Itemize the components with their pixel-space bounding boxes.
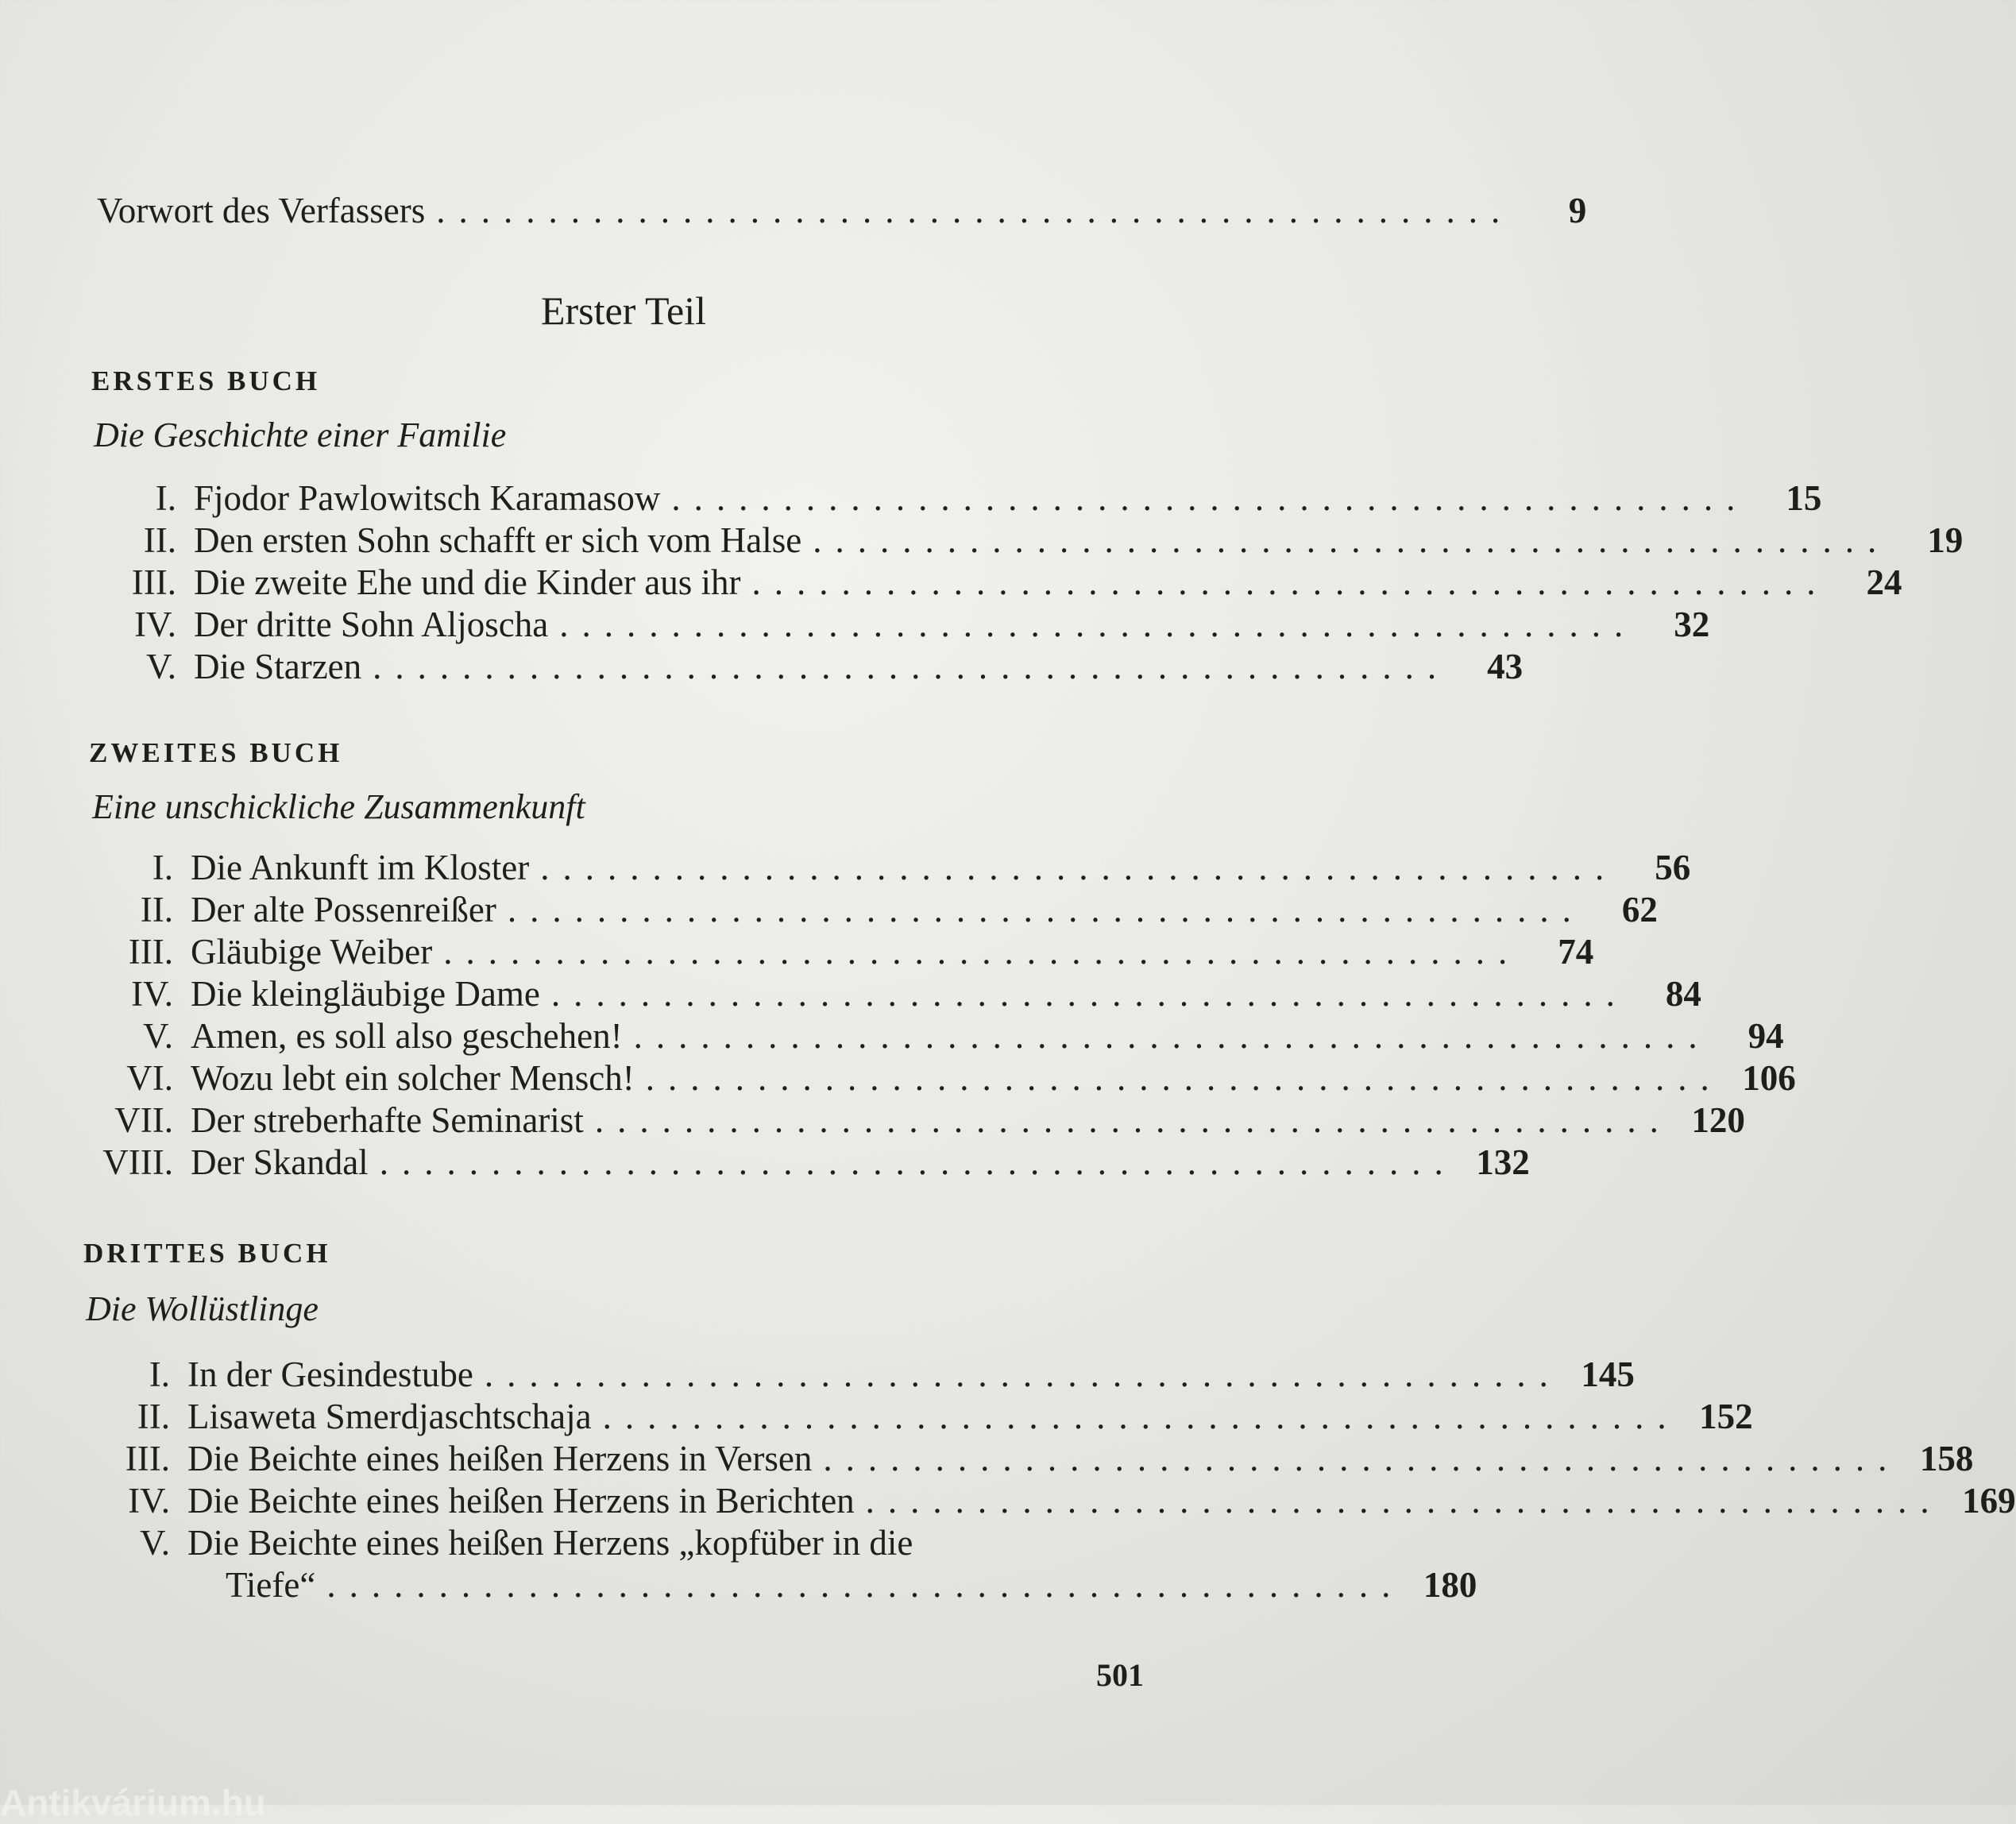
chapter-page: 152 — [1699, 1397, 1753, 1436]
chapter-page: 94 — [1748, 1016, 1784, 1056]
leader-dots: ................................................ — [602, 1397, 1680, 1436]
leader-dots: ................................................ — [373, 647, 1450, 686]
book-heading-3: DRITTES BUCH — [83, 1238, 331, 1269]
toc-entry — [94, 1397, 1753, 1436]
toc-entry — [100, 562, 1902, 602]
chapter-number: II. — [137, 1397, 170, 1436]
chapter-page: 158 — [1919, 1439, 1974, 1478]
toc-entry — [100, 605, 1710, 644]
leader-dots: ................................................ — [671, 478, 1749, 518]
chapter-title: Die Beichte eines heißen Herzens in Berichten — [187, 1481, 855, 1521]
toc-entry — [97, 1016, 1784, 1056]
leader-dots: ................................................ — [823, 1439, 1901, 1478]
chapter-page: 120 — [1691, 1100, 1745, 1140]
toc-entry — [100, 478, 1822, 518]
chapter-page: 19 — [1927, 520, 1964, 560]
leader-dots: ................................................ — [379, 1142, 1457, 1182]
toc-entry — [97, 1058, 1796, 1098]
toc-entry — [94, 1439, 1974, 1478]
book-subtitle-2: Eine unschickliche Zusammenkunft — [92, 787, 585, 826]
chapter-number: V. — [140, 1523, 170, 1563]
leader-dots: ................................................ — [436, 191, 1514, 230]
chapter-number: I. — [155, 478, 176, 518]
toc-entry-preface — [97, 191, 1587, 230]
chapter-page: 145 — [1581, 1354, 1635, 1394]
chapter-title: Die Ankunft im Kloster — [191, 848, 530, 887]
chapter-title: Der Skandal — [191, 1142, 369, 1182]
chapter-title: Der dritte Sohn Aljoscha — [194, 605, 549, 644]
toc-entry — [97, 848, 1691, 887]
chapter-number: I. — [149, 1354, 170, 1394]
chapter-page: 180 — [1423, 1565, 1477, 1605]
toc-entry — [97, 932, 1594, 972]
chapter-title: Die Beichte eines heißen Herzens in Versen — [187, 1439, 813, 1478]
chapter-page: 56 — [1655, 848, 1691, 887]
chapter-number: IV. — [134, 605, 176, 644]
chapter-title: Der streberhafte Seminarist — [191, 1100, 584, 1140]
chapter-number: III. — [125, 1439, 170, 1478]
part-title: Erster Teil — [540, 288, 706, 333]
chapter-page: 62 — [1621, 890, 1658, 929]
toc-entry — [100, 520, 1964, 560]
preface-page: 9 — [1568, 191, 1587, 230]
book-subtitle-1: Die Geschichte einer Familie — [94, 415, 507, 454]
chapter-number: III. — [128, 932, 173, 972]
preface-title: Vorwort des Verfassers — [97, 191, 426, 230]
toc-entry — [94, 1525, 1166, 1561]
chapter-number: IV. — [128, 1481, 170, 1521]
leader-dots: ................................................ — [751, 562, 1829, 602]
leader-dots: ................................................ — [326, 1565, 1404, 1605]
chapter-page: 74 — [1558, 932, 1594, 972]
chapter-page: 84 — [1665, 974, 1701, 1014]
leader-dots: ................................................ — [559, 605, 1637, 644]
chapter-page: 132 — [1476, 1142, 1530, 1182]
toc-entry — [97, 890, 1658, 929]
chapter-title: Die Starzen — [194, 647, 362, 686]
chapter-title: Die kleingläubige Dame — [191, 974, 540, 1014]
chapter-number: VII. — [114, 1100, 173, 1140]
toc-entry-continuation — [226, 1565, 1477, 1605]
chapter-title: Die zweite Ehe und die Kinder aus ihr — [194, 562, 741, 602]
chapter-number: II. — [143, 520, 176, 560]
chapter-title: Amen, es soll also geschehen! — [191, 1016, 623, 1056]
leader-dots: ................................................ — [865, 1481, 1943, 1521]
chapter-page: 43 — [1487, 647, 1524, 686]
leader-dots: ................................................ — [507, 890, 1585, 929]
leader-dots: ................................................ — [813, 520, 1890, 560]
chapter-page: 24 — [1866, 562, 1902, 602]
toc-entry — [100, 647, 1524, 686]
chapter-title: In der Gesindestube — [187, 1354, 473, 1394]
book-heading-2: ZWEITES BUCH — [89, 737, 343, 768]
chapter-number: III. — [131, 562, 176, 602]
toc-entry — [97, 1142, 1530, 1182]
leader-dots: ................................................ — [484, 1354, 1562, 1394]
toc-entry — [97, 974, 1701, 1014]
leader-dots: ................................................ — [540, 848, 1618, 887]
chapter-title: Den ersten Sohn schafft er sich vom Halse — [194, 520, 802, 560]
leader-dots: ................................................ — [594, 1100, 1672, 1140]
toc-entry — [97, 1100, 1745, 1140]
chapter-page: 15 — [1786, 478, 1822, 518]
chapter-page: 106 — [1742, 1058, 1796, 1098]
chapter-title: Wozu lebt ein solcher Mensch! — [191, 1058, 635, 1098]
leader-dots: ................................................ — [645, 1058, 1723, 1098]
leader-dots: ................................................ — [550, 974, 1628, 1014]
book-heading-1: ERSTES BUCH — [91, 365, 321, 396]
watermark: Antikvárium.hu — [0, 1782, 266, 1823]
book-subtitle-3: Die Wollüstlinge — [86, 1289, 319, 1328]
chapter-number: V. — [143, 1016, 173, 1056]
chapter-title: Der alte Possenreißer — [191, 890, 496, 929]
chapter-page: 32 — [1674, 605, 1710, 644]
chapter-number: VI. — [126, 1058, 173, 1098]
chapter-number: V. — [146, 647, 176, 686]
page-number: 501 — [1096, 1657, 1144, 1693]
chapter-title: Die Beichte eines heißen Herzens „kopfüber in die — [187, 1523, 913, 1563]
toc-entry — [94, 1354, 1635, 1394]
chapter-number: I. — [152, 848, 173, 887]
leader-dots: ................................................ — [633, 1016, 1711, 1056]
chapter-page: 169 — [1962, 1481, 2016, 1521]
chapter-number: VIII. — [102, 1142, 173, 1182]
toc-entry — [94, 1481, 2016, 1521]
chapter-title: Gläubige Weiber — [191, 932, 433, 972]
chapter-number: II. — [140, 890, 173, 929]
chapter-title: Lisaweta Smerdjaschtschaja — [187, 1397, 592, 1436]
chapter-title-continuation: Tiefe“ — [226, 1565, 316, 1605]
chapter-title: Fjodor Pawlowitsch Karamasow — [194, 478, 661, 518]
leader-dots: ................................................ — [443, 932, 1521, 972]
chapter-number: IV. — [131, 974, 173, 1014]
